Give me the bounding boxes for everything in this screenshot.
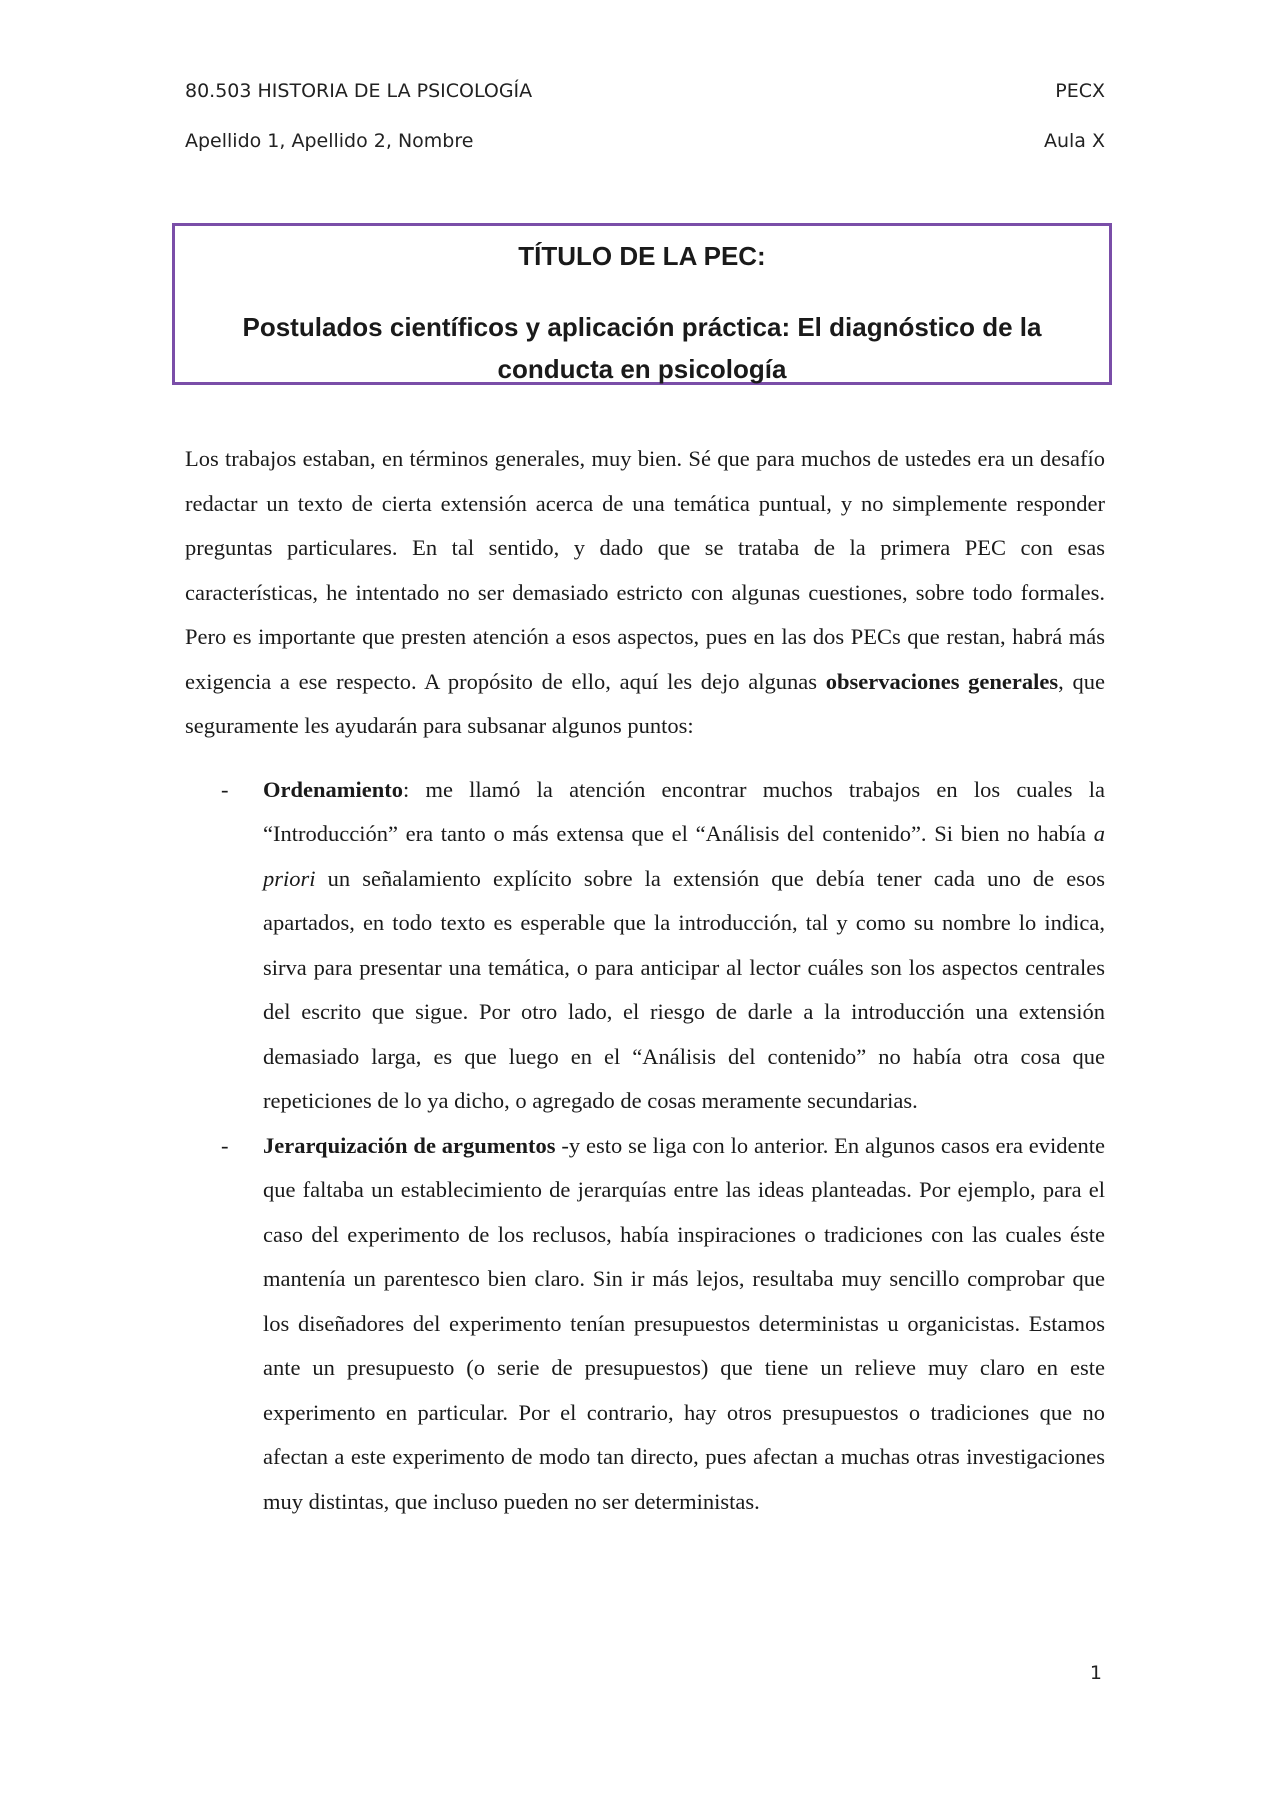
list-item-text: -y esto se liga con lo anterior. En algunos casos era evidente que faltaba un establecimiento de jerarquías entre las ideas planteadas. Por ejemplo, para el caso del experimento de los reclusos, había inspiraciones o tradiciones con las cuales éste mantenía un parentesco bien claro. Sin ir más lejos, resultaba muy sencillo comprobar que los diseñadores del experimento tenían presupuestos deterministas u organicistas. Estamos ante un presupuesto (o serie de presupuestos) que tiene un relieve muy claro en este experimento en particular. Por el contrario, hay otros presupuestos o tradiciones que no afectan a este experimento de modo tan directo, pues afectan a muchas otras investigaciones muy distintas, que incluso pueden no ser deterministas. xyxy=(263,1132,1106,1514)
title-label: TÍTULO DE LA PEC: xyxy=(518,241,766,271)
pec-label: PECX xyxy=(1055,80,1105,102)
document-body xyxy=(185,437,1105,1524)
dash-bullet: - xyxy=(221,776,229,802)
list-item-heading: Ordenamiento xyxy=(263,776,403,802)
list-item-italic: a priori xyxy=(263,821,1105,891)
intro-text-end: , que seguramente les ayudarán para subsanar algunos puntos: xyxy=(185,668,1105,738)
list-item-text: un señalamiento explícito sobre la extensión que debía tener cada uno de esos apartados, en todo texto es esperable que la introducción, tal y como su nombre lo indica, sirva para presentar una temática, o para anticipar al lector cuáles son los aspectos centrales del escrito que sigue. Por otro lado, el riesgo de darle a la introducción una extensión demasiado larga, es que luego en el “Análisis del contenido” no había otra cosa que repeticiones de lo ya dicho, o agregado de cosas meramente secundarias. xyxy=(263,865,1105,1113)
observations-list xyxy=(185,768,1105,1525)
dash-bullet: - xyxy=(221,1132,229,1158)
intro-text: Los trabajos estaban, en términos generales, muy bien. Sé que para muchos de ustedes era un desafío redactar un texto de cierta extensión acerca de una temática puntual, y no simplemente responder preguntas particulares. En tal sentido, y dado que se trataba de la primera PEC con esas características, he intentado no ser demasiado estricto con algunas cuestiones, sobre todo formales. Pero es importante que presten atención a esos aspectos, pues en las dos PECs que restan, habrá más exigencia a ese respecto. A propósito de ello, aquí les dejo algunas xyxy=(185,446,1105,694)
intro-paragraph xyxy=(185,437,1105,749)
list-item xyxy=(185,1124,1105,1525)
course-header: 80.503 HISTORIA DE LA PSICOLOGÍA xyxy=(185,80,533,102)
document-title: Postulados científicos y aplicación práctica: El diagnóstico de la conducta en psicología xyxy=(242,312,1042,384)
list-item-heading: Jerarquización de argumentos xyxy=(263,1132,556,1158)
list-item-text: : me llamó la atención encontrar muchos trabajos en los cuales la “Introducción” era tanto o más extensa que el “Análisis del contenido”. Si bien no había xyxy=(263,776,1105,846)
page-number: 1 xyxy=(1089,1662,1102,1684)
title-box xyxy=(172,223,1112,385)
student-name: Apellido 1, Apellido 2, Nombre xyxy=(185,130,474,152)
classroom-label: Aula X xyxy=(1043,130,1105,152)
intro-bold-text: observaciones generales xyxy=(825,668,1059,694)
list-item xyxy=(185,768,1105,1124)
